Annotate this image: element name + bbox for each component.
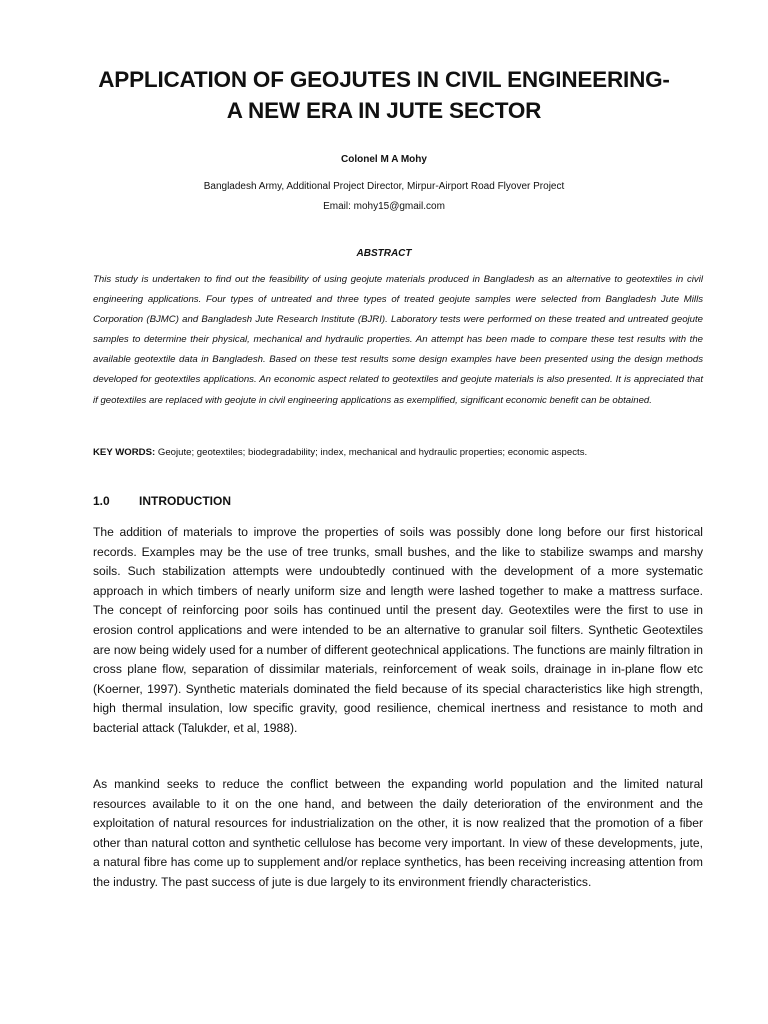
abstract-heading: ABSTRACT [356, 248, 412, 259]
keywords-text: Geojute; geotextiles; biodegradability; index, mechanical and hydraulic properties; economic aspects. [155, 447, 588, 458]
author-email: Email: mohy15@gmail.com [323, 201, 445, 212]
paper-title [60, 64, 708, 126]
title-line-1: APPLICATION OF GEOJUTES IN CIVIL ENGINEERING- [98, 67, 670, 92]
section-title: INTRODUCTION [139, 494, 231, 508]
keywords [93, 446, 703, 460]
keywords-label: KEY WORDS: [93, 447, 156, 458]
section-number: 1.0 [93, 494, 110, 508]
abstract-body: This study is undertaken to find out the feasibility of using geojute materials produced in Bangladesh as an alternative to geotextiles in civil engineering applications. Four types of untreated and three types of treated geojute samples were selected from Bangladesh Jute Mills Corporation (BJMC) and Bangladesh Jute Research Institute (BJRI). Laboratory tests were performed on these treated and untreated geojute samples to determine their physical, mechanical and hydraulic properties. An attempt has been made to compare these test results with the available geotextile data in Bangladesh. Based on these test results some design examples have been presented using the design methods developed for geotextiles applications. An economic aspect related to geotextiles and geojute materials is also presented. It is appreciated that if geotextiles are replaced with geojute in civil engineering applications as exemplified, significant economic benefit can be obtained. [93, 274, 703, 406]
author-name: Colonel M A Mohy [341, 154, 427, 165]
title-line-2: A NEW ERA IN JUTE SECTOR [226, 98, 542, 123]
body-paragraph: As mankind seeks to reduce the conflict between the expanding world population and the limited natural resources available to it on the one hand, and between the daily deterioration of the environment and the exploitation of natural resources for industrialization on the other, it is now realized that the promotion of a fiber other than natural cotton and synthetic cellulose has become very important. In view of these developments, jute, a natural fibre has come up to supplement and/or replace synthetics, has been receiving increasing attention from the industry. The past success of jute is due largely to its environment friendly characteristics. [93, 777, 703, 889]
body-paragraph: The addition of materials to improve the properties of soils was possibly done long before our first historical records. Examples may be the use of tree trunks, small bushes, and the like to stabilize swamps and marshy soils. Such stabilization attempts were undoubtedly continued with the development of a more systematic approach in which timbers of nearly uniform size and length were lashed together to make a mattress surface. The concept of reinforcing poor soils has continued until the present day. Geotextiles were the first to use in erosion control applications and were intended to be an alternative to granular soil filters. Synthetic Geotextiles are now being widely used for a number of different geotechnical applications. The functions are mainly filtration in cross plane flow, separation of dissimilar materials, reinforcement of weak soils, drainage in in-plane flow etc (Koerner, 1997). Synthetic materials dominated the field because of its special characteristics like high strength, high thermal insulation, low specific gravity, good resilience, chemical inertness and resistance to moth and bacterial attack (Talukder, et al, 1988). [93, 525, 703, 735]
author-affiliation: Bangladesh Army, Additional Project Director, Mirpur-Airport Road Flyover Project [203, 181, 565, 192]
section-heading [93, 493, 231, 509]
